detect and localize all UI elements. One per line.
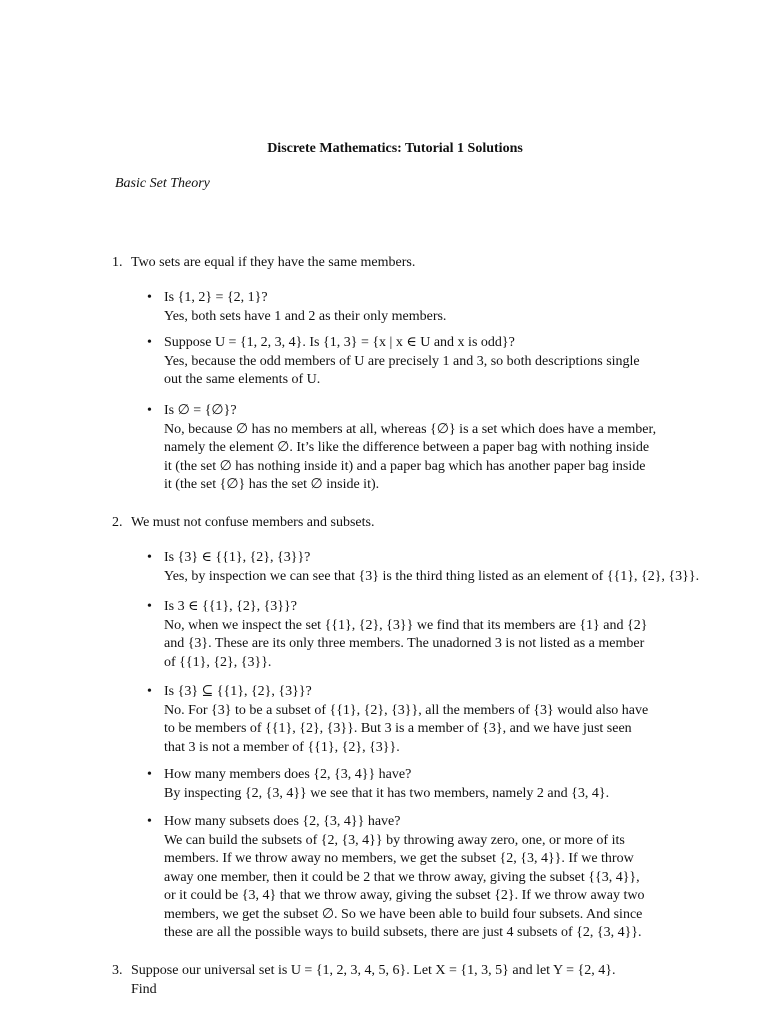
answer-line: namely the element ∅. It’s like the difference between a paper bag with nothing inside [164, 440, 650, 455]
q1-item-2 [147, 334, 738, 390]
bullet-icon: • [147, 290, 152, 305]
q2-item-2 [147, 598, 738, 672]
item-answer [164, 617, 738, 673]
answer-line: No. For {3} to be a subset of {{1}, {2}, {3}}, all the members of {3} would also have [164, 702, 649, 718]
answer-line: it (the set ∅ has nothing inside it) and a paper bag which has another paper bag inside [164, 458, 646, 474]
item-answer [164, 785, 738, 804]
item-answer [164, 353, 738, 390]
item-answer [164, 832, 738, 943]
q2-item-3 [147, 683, 738, 757]
question-number: 1. [112, 255, 123, 270]
question-number: 3. [112, 963, 123, 978]
question-3-intro [112, 961, 728, 999]
answer-line: members, we get the subset ∅. So we have been able to build four subsets. And since [164, 906, 643, 922]
answer-line: No, because ∅ has no members at all, whereas {∅} is a set which does have a member, [164, 421, 657, 437]
answer-line: these are all the possible ways to build subsets, there are just 4 subsets of {2, {3, 4}}. [164, 925, 642, 940]
answer-line: it (the set {∅} has the set ∅ inside it). [164, 477, 380, 492]
q2-item-5 [147, 813, 738, 943]
q1-item-1 [147, 289, 738, 326]
question-1-intro [112, 253, 728, 272]
answer-line: away one member, then it could be 2 that we throw away, giving the subset {{3, 4}}, [164, 869, 640, 885]
answer-line: of {{1}, {2}, {3}}. [164, 654, 272, 670]
answer-line: out the same elements of U. [164, 372, 321, 387]
item-answer [164, 308, 738, 327]
page-title: Discrete Mathematics: Tutorial 1 Solutions [267, 141, 523, 156]
answer-line: that 3 is not a member of {{1}, {2}, {3}}. [164, 739, 400, 755]
question-2-intro [112, 513, 728, 532]
section-subtitle: Basic Set Theory [115, 176, 210, 191]
answer-line: No, when we inspect the set {{1}, {2}, {3}} we find that its members are {1} and {2} [164, 617, 648, 633]
bullet-icon: • [147, 684, 152, 699]
item-answer [164, 568, 738, 587]
bullet-icon: • [147, 599, 152, 614]
item-answer [164, 702, 738, 758]
item-question: Is {1, 2} = {2, 1}? [164, 290, 268, 305]
answer-line: Yes, both sets have 1 and 2 as their only members. [164, 308, 447, 324]
answer-line: Yes, because the odd members of U are precisely 1 and 3, so both descriptions single [164, 353, 640, 369]
answer-line: By inspecting {2, {3, 4}} we see that it has two members, namely 2 and {3, 4}. [164, 785, 610, 801]
answer-line: or it could be {3, 4} that we throw away, giving the subset {2}. If we throw away two [164, 888, 645, 903]
question-text: Two sets are equal if they have the same members. [131, 255, 416, 270]
answer-line: and {3}. These are its only three members. The unadorned 3 is not listed as a member [164, 636, 645, 651]
item-question: Is ∅ = {∅}? [164, 403, 237, 418]
bullet-icon: • [147, 550, 152, 565]
item-question: Is 3 ∈ {{1}, {2}, {3}}? [164, 599, 297, 614]
answer-line: We can build the subsets of {2, {3, 4}} by throwing away zero, one, or more of its [164, 832, 625, 848]
answer-line: to be members of {{1}, {2}, {3}}. But 3 is a member of {3}, and we have just seen [164, 721, 632, 736]
item-question: How many members does {2, {3, 4}} have? [164, 767, 412, 782]
bullet-icon: • [147, 335, 152, 350]
q2-item-1 [147, 549, 738, 586]
question-text: We must not confuse members and subsets. [131, 515, 375, 530]
question-text: Suppose our universal set is U = {1, 2, 3, 4, 5, 6}. Let X = {1, 3, 5} and let Y = {2, 4}. [131, 963, 616, 978]
answer-line: Yes, by inspection we can see that {3} is the third thing listed as an element of {{1}, {2}, {3}}. [164, 568, 700, 584]
question-number: 2. [112, 515, 123, 530]
q1-item-3 [147, 402, 738, 495]
bullet-icon: • [147, 403, 152, 418]
bullet-icon: • [147, 814, 152, 829]
item-question: How many subsets does {2, {3, 4}} have? [164, 814, 401, 829]
answer-line: members. If we throw away no members, we get the subset {2, {3, 4}}. If we throw [164, 851, 634, 866]
item-question: Suppose U = {1, 2, 3, 4}. Is {1, 3} = {x | x ∈ U and x is odd}? [164, 335, 515, 350]
question-text-continued: Find [131, 982, 157, 997]
item-question: Is {3} ∈ {{1}, {2}, {3}}? [164, 550, 311, 565]
bullet-icon: • [147, 767, 152, 782]
item-answer [164, 421, 738, 495]
item-question: Is {3} ⊆ {{1}, {2}, {3}}? [164, 684, 312, 699]
q2-item-4 [147, 766, 738, 803]
